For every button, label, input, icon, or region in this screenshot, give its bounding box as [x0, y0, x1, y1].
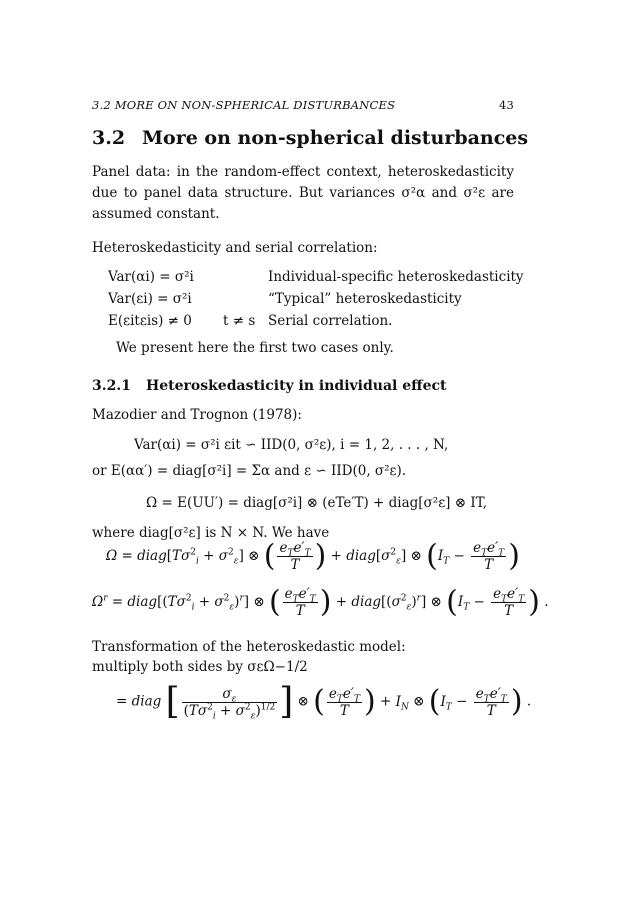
equation-2: Ω = E(UU′) = diag[σ²i] ⊗ (eTe′T) + diag[σ²ε] ⊗ IT, [146, 495, 487, 511]
paragraph-intro: Panel data: in the random-effect context, heteroskedasticity due to panel data structure. But variances σ²α and σ²ε are assumed constant. [92, 164, 514, 222]
paragraph-covariance: or E(αα′) = diag[σ²i] = Σα and ε ∽ IID(0, σ²ε). [92, 463, 407, 479]
equation-1: Var(αi) = σ²i εit ∽ IID(0, σ²ε), i = 1, 2, . . . , N, [134, 437, 449, 453]
equation-4: $\Omega^r$ = $diag[(T\sigma^2_i + \sigma^2_\varepsilon)^r]$ ⊗ ( $\frac{e_Te'_T}{T}$ ) + $diag[(\sigma^2_\varepsilon)^r]$ ⊗ ($I_T$ − $\frac{e_Te'_T}{T}$ ) . [92, 584, 549, 620]
paragraph-cases-intro: Heteroskedasticity and serial correlation: [92, 240, 378, 256]
case-desc: “Typical” heteroskedasticity [268, 291, 462, 307]
section-number: 3.2 [92, 127, 126, 149]
case-row [108, 313, 392, 329]
case-desc: Serial correlation. [268, 313, 393, 329]
case-lhs: Var(αi) = σ²i [108, 269, 194, 285]
case-row [108, 291, 462, 307]
paragraph-multiply: multiply both sides by σεΩ−1/2 [92, 659, 308, 675]
paragraph-citation: Mazodier and Trognon (1978): [92, 407, 302, 423]
equation-3: $\Omega = diag[T\sigma^2_i + \sigma^2_\varepsilon]$ ⊗ ( $\frac{e_Te'_T}{T}$ ) + $diag[\sigma^2_\varepsilon]$ ⊗ ($I_T$ − $\frac{e_Te'_T}{T}$ ) [106, 538, 520, 574]
section-heading [92, 127, 528, 149]
section-title: More on non-spherical disturbances [142, 127, 529, 149]
running-header-title: 3.2 MORE ON NON-SPHERICAL DISTURBANCES [92, 98, 396, 112]
case-condition: t ≠ s [223, 313, 256, 329]
paragraph-transformation: Transformation of the heteroskedastic model: [92, 639, 406, 655]
case-desc: Individual-specific heteroskedasticity [268, 269, 524, 285]
equation-5: = diag [ $\frac{\sigma_\varepsilon}{(T\sigma^2_i + \sigma^2_\varepsilon)^{1/2}}$ ] ⊗ ( $\frac{e_Te'_T}{T}$ ) + $I_N$ ⊗ ($I_T$ − $\frac{e_Te'_T}{T}$ ) . [116, 681, 532, 722]
case-lhs: E(εitεis) ≠ 0 [108, 313, 192, 329]
case-lhs: Var(εi) = σ²i [108, 291, 192, 307]
subsection-heading [92, 378, 447, 394]
running-header [92, 98, 514, 112]
paragraph-scope: We present here the first two cases only. [116, 340, 394, 356]
case-row [108, 269, 524, 285]
subsection-title: Heteroskedasticity in individual effect [146, 378, 447, 394]
page-number: 43 [498, 98, 514, 112]
paragraph-dimension: where diag[σ²ε] is N × N. We have [92, 525, 330, 541]
subsection-number: 3.2.1 [92, 378, 131, 394]
